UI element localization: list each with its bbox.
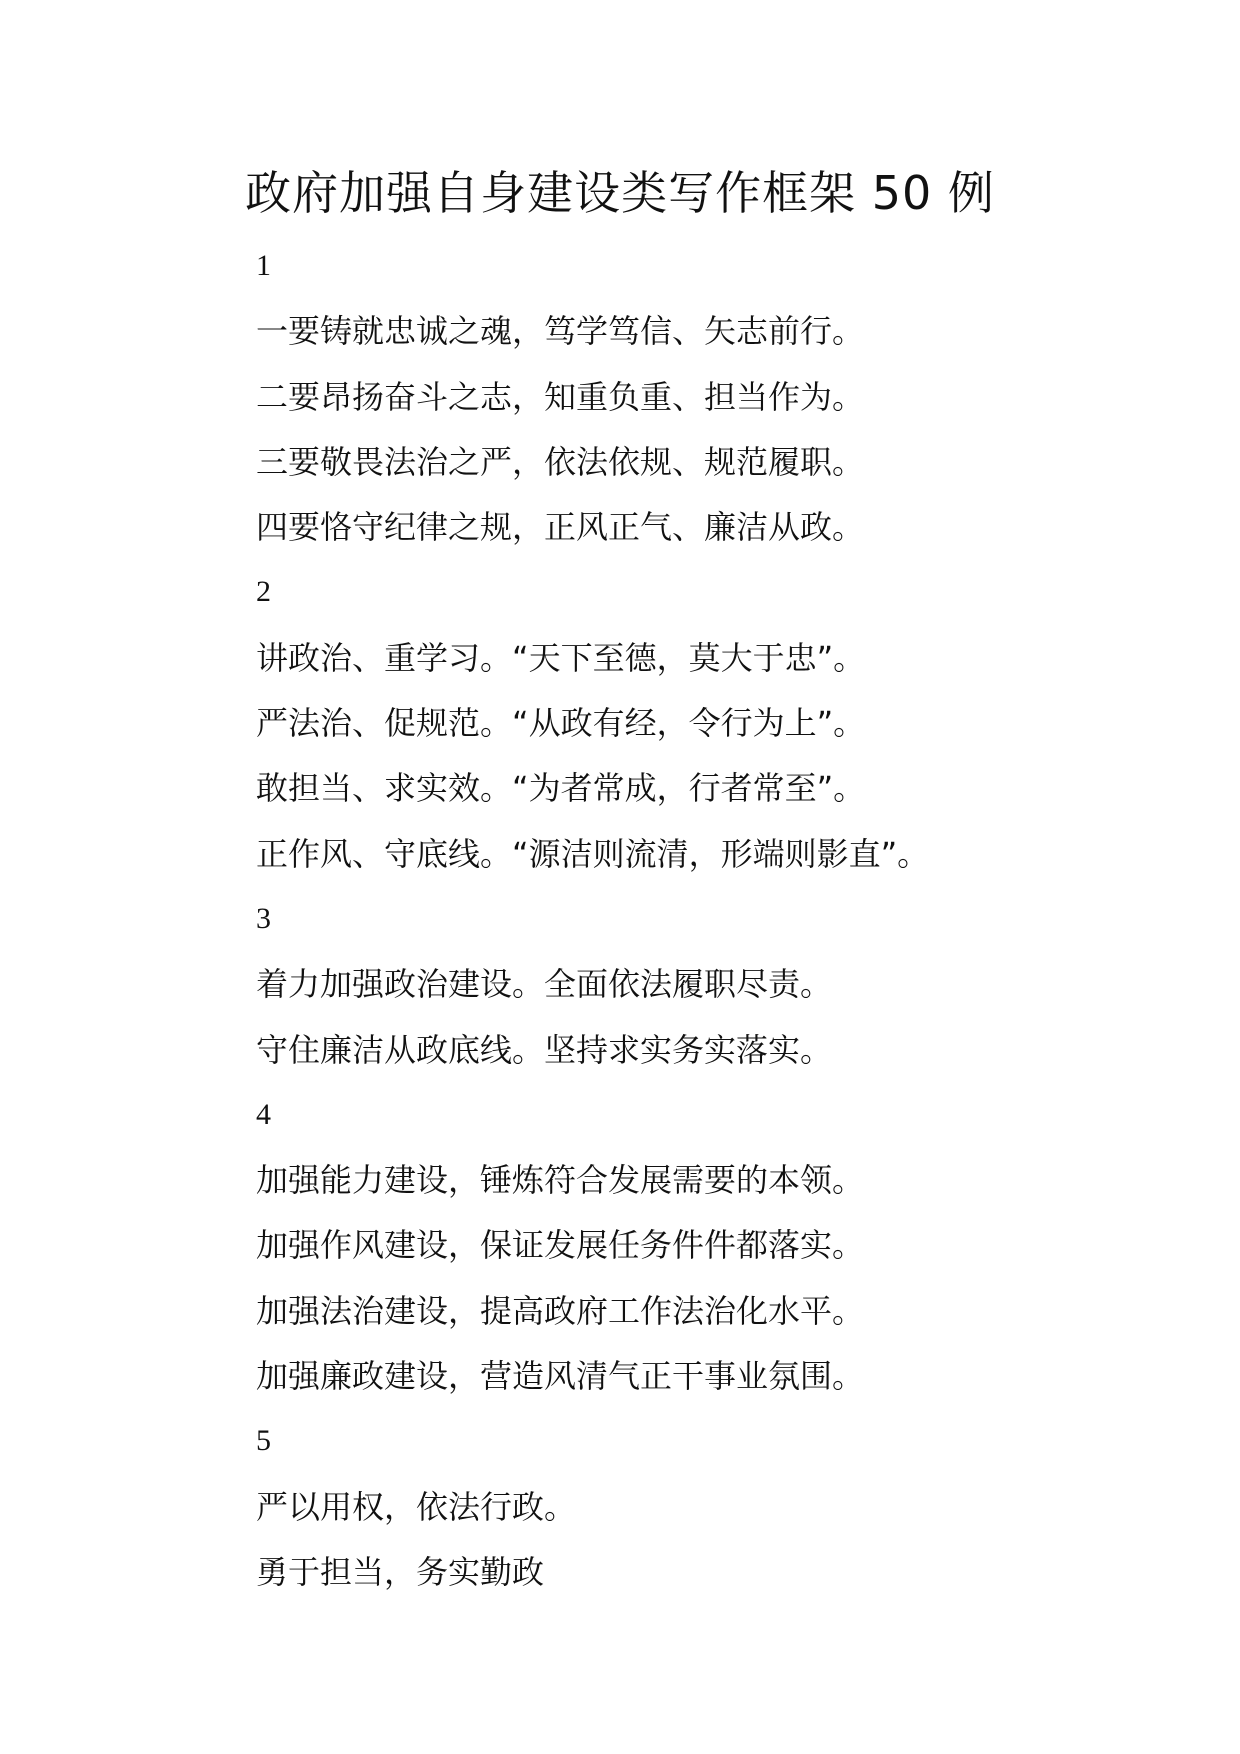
section-number: 4 [256, 1097, 271, 1131]
text-line: 一要铸就忠诚之魂，笃学笃信、矢志前行。 [256, 312, 865, 351]
section-number: 3 [256, 901, 271, 935]
text-line: 加强能力建设，锤炼符合发展需要的本领。 [256, 1161, 865, 1200]
section-number: 5 [256, 1424, 271, 1458]
text-line: 加强作风建设，保证发展任务件件都落实。 [256, 1226, 865, 1265]
document-body [256, 246, 1216, 1617]
text-line: 着力加强政治建设。全面依法履职尽责。 [256, 965, 833, 1004]
text-line: 守住廉洁从政底线。坚持求实务实落实。 [256, 1030, 833, 1069]
text-line: 加强法治建设，提高政府工作法治化水平。 [256, 1291, 865, 1330]
section-number: 2 [256, 575, 271, 609]
text-line: 三要敬畏法治之严，依法依规、规范履职。 [256, 442, 865, 481]
text-line: 严法治、促规范。“从政有经，令行为上”。 [256, 704, 866, 743]
text-line: 严以用权，依法行政。 [256, 1487, 577, 1526]
text-line: 四要恪守纪律之规，正风正气、廉洁从政。 [256, 508, 865, 547]
document-title: 政府加强自身建设类写作框架 50 例 [245, 166, 995, 220]
text-line: 讲政治、重学习。“天下至德，莫大于忠”。 [256, 638, 866, 677]
text-line: 勇于担当，务实勤政 [256, 1552, 545, 1591]
section-number: 1 [256, 249, 271, 282]
text-line: 二要昂扬奋斗之志，知重负重、担当作为。 [256, 377, 865, 416]
text-line: 正作风、守底线。“源洁则流清，形端则影直”。 [256, 834, 930, 873]
text-line: 加强廉政建设，营造风清气正干事业氛围。 [256, 1357, 865, 1396]
text-line: 敢担当、求实效。“为者常成，行者常至”。 [256, 769, 866, 808]
